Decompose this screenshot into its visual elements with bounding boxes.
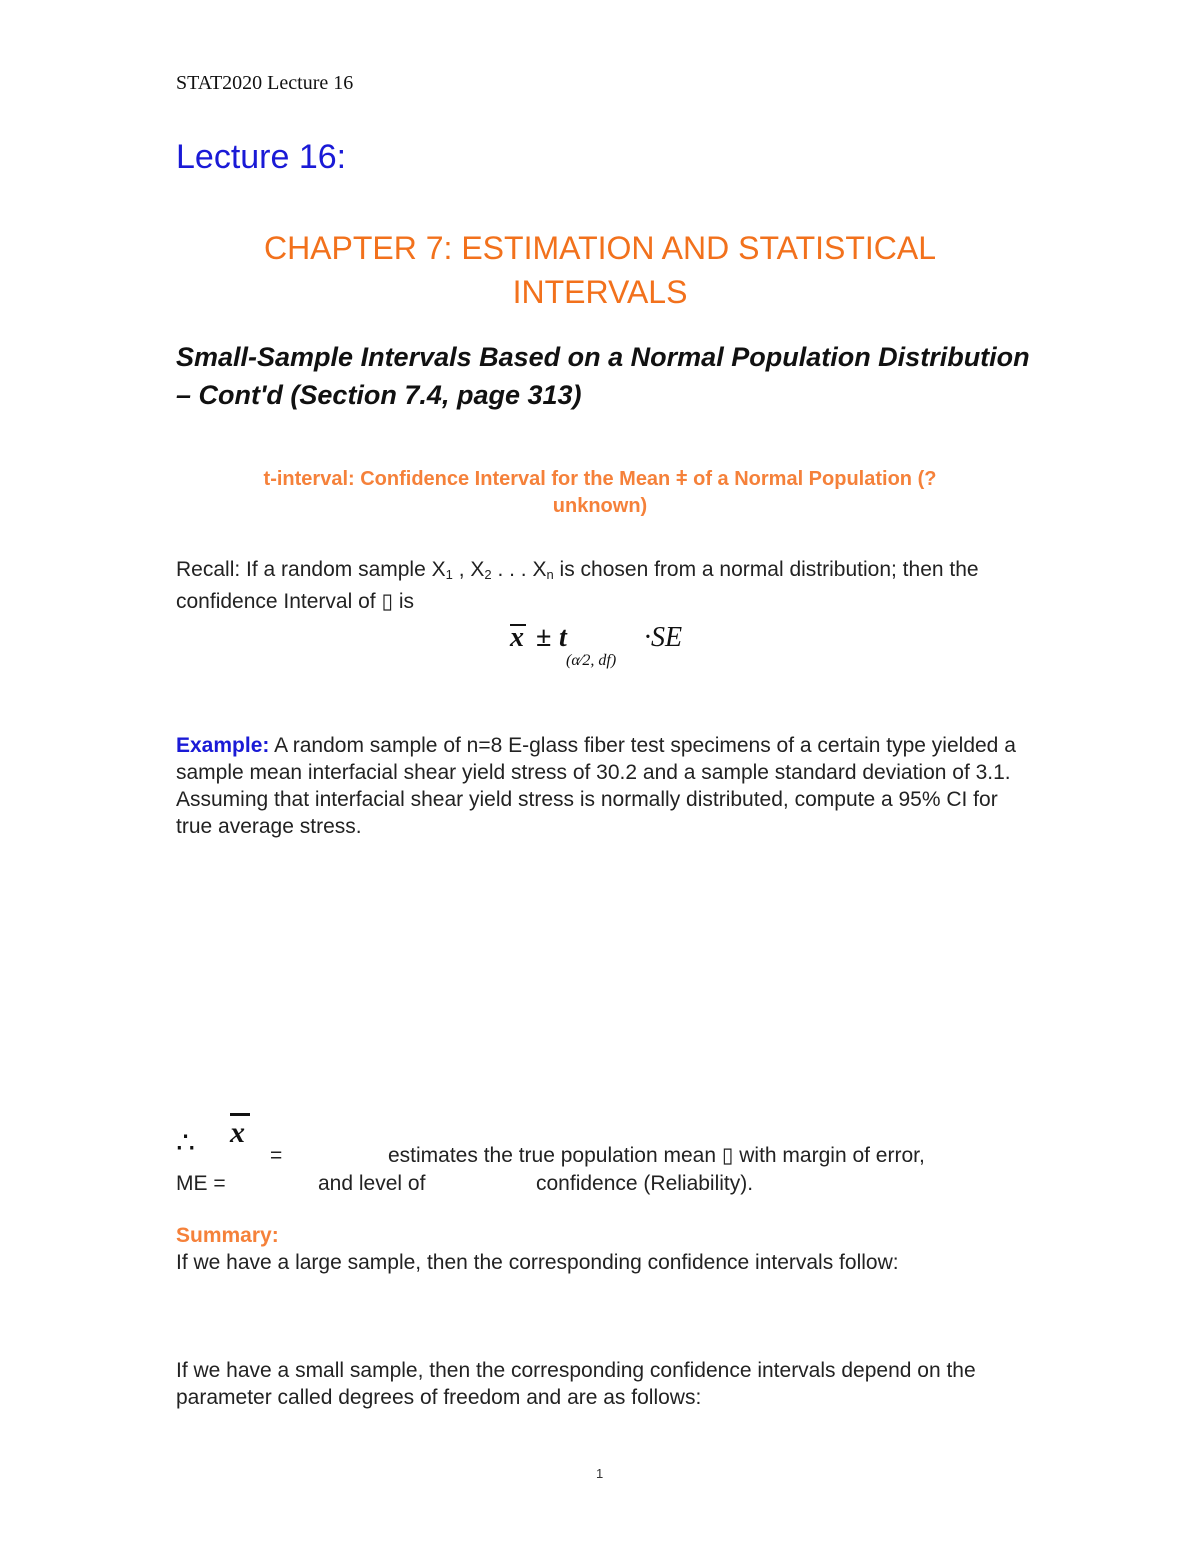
example-text: A random sample of n=8 E-glass fiber test specimens of a certain type yielded a sample mean interfacial shear yield stress of 30.2 and a sample standard deviation of 3.1. Assuming that interfacial shear yield stress is normally distributed, compute a 95% CI for true average stress. xyxy=(176,734,1016,838)
formula-se: ·SE xyxy=(644,622,683,653)
page-header: STAT2020 Lecture 16 xyxy=(176,72,354,94)
conclusion-me: ME = xyxy=(176,1172,226,1195)
recall-paragraph xyxy=(176,556,1036,615)
formula-t-subscript: (α⁄2, df) xyxy=(566,652,617,669)
subscript-n: n xyxy=(546,567,554,582)
subscript-1: 1 xyxy=(445,567,453,582)
recall-text-3: . . . X xyxy=(491,558,547,581)
recall-text-4: is chosen from a normal distribution; then the confidence Interval of xyxy=(176,558,979,613)
sigma-symbol: ? xyxy=(924,468,937,490)
chapter-title: CHAPTER 7: ESTIMATION AND STATISTICAL INTERVALS xyxy=(263,230,937,310)
t-interval-text-2: of a Normal Population ( xyxy=(693,468,925,490)
recall-text-1: Recall: If a random sample X xyxy=(176,558,446,581)
t-interval-text-3: unknown) xyxy=(552,495,648,517)
subscript-2: 2 xyxy=(484,567,492,582)
recall-text-2: , X xyxy=(452,558,485,581)
conclusion-level: and level of xyxy=(318,1172,426,1195)
mu-placeholder-glyph: ▯ xyxy=(381,590,394,613)
conclusion-confidence: confidence (Reliability). xyxy=(536,1172,754,1195)
conclusion-estimates: estimates the true population mean ▯ with margin of error, xyxy=(388,1144,925,1167)
formula-xbar: x xyxy=(510,622,524,653)
t-interval-heading xyxy=(176,466,1024,520)
summary-label: Summary: xyxy=(176,1224,279,1247)
therefore-symbol: ∴ xyxy=(176,1127,196,1160)
section-title: Small-Sample Intervals Based on a Normal Population Distribution – Cont'd (Section 7.4, page 313) xyxy=(176,342,1030,410)
mu-symbol: ǂ xyxy=(675,468,688,490)
summary-small-sample: If we have a small sample, then the corresponding confidence intervals depend on the parameter called degrees of freedom and are as follows: xyxy=(176,1359,976,1409)
t-interval-formula xyxy=(504,612,724,682)
conclusion-equals: = xyxy=(270,1144,283,1167)
t-interval-text-1: t-interval: Confidence Interval for the Mean xyxy=(263,468,671,490)
summary-large-sample: If we have a large sample, then the corresponding confidence intervals follow: xyxy=(176,1251,899,1274)
formula-t: t xyxy=(559,622,567,653)
example-label: Example: xyxy=(176,734,270,757)
formula-plus-minus: ± xyxy=(536,622,552,653)
example-paragraph xyxy=(176,732,1036,840)
recall-text-5: is xyxy=(398,590,415,613)
page-number: 1 xyxy=(596,1466,604,1481)
conclusion-xbar: x xyxy=(230,1116,245,1149)
lecture-title: Lecture 16: xyxy=(176,138,347,176)
